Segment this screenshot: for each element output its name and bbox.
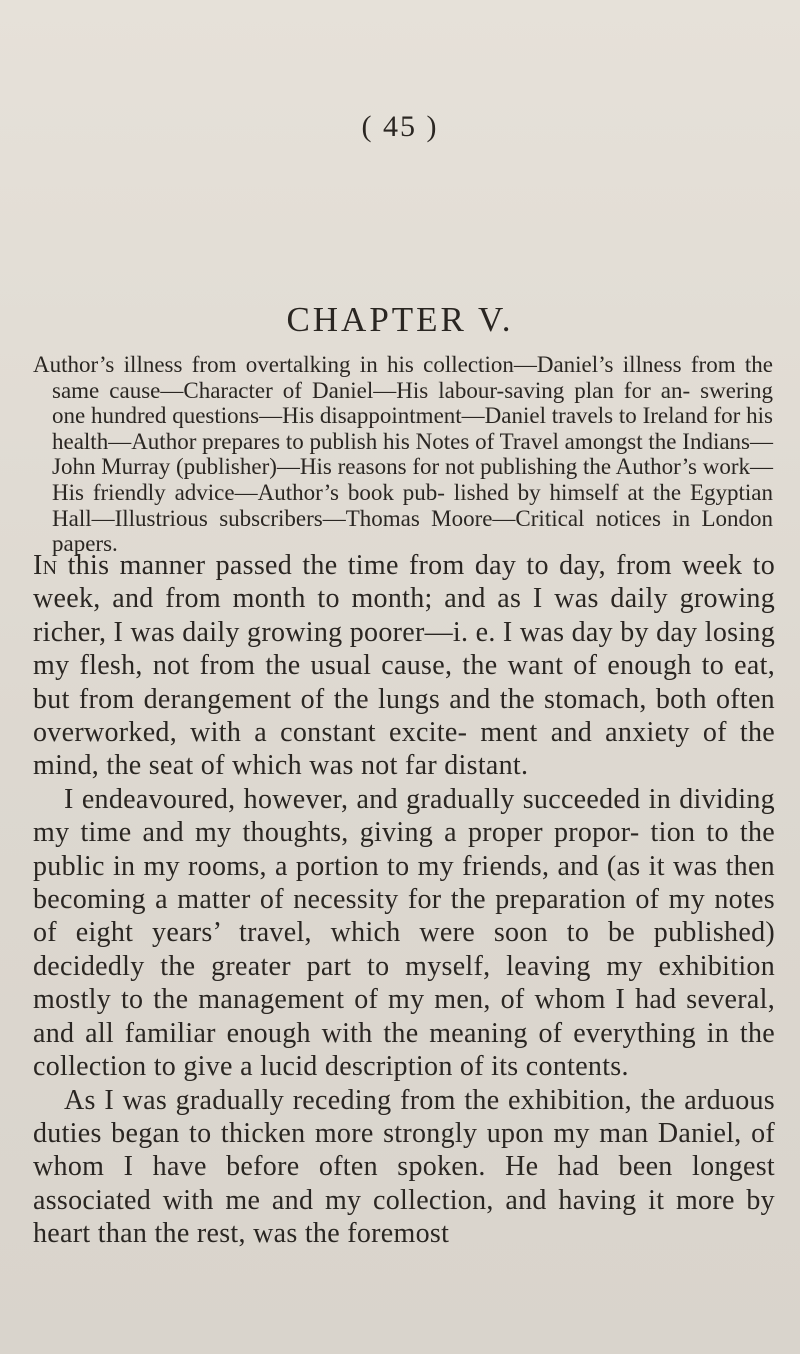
paragraph-1 [33,549,775,783]
chapter-summary: Author’s illness from overtalking in his collection—Daniel’s illness from the same cause—Character of Daniel—His labour-saving plan for an- swering one hundred questions—His disappointment—Daniel travels to Ireland for his health—Author prepares to publish his Notes of Travel amongst the Indians—John Murray (publisher)—His reasons for not publishing the Author’s work—His friendly advice—Author’s book pub- lished by himself at the Egyptian Hall—Illustrious subscribers—Thomas Moore—Critical notices in London papers. [33,352,773,557]
paragraph-1-text: this manner passed the time from day to day, from week to week, and from month to month; and as I was daily growing richer, I was daily growing poorer—i. e. I was day by day losing my flesh, not from the usual cause, the want of enough to eat, but from derangement of the lungs and the stomach, both often overworked, with a constant excite- ment and anxiety of the mind, the seat of which was not far distant. [33,550,776,782]
chapter-body [33,549,775,1251]
paragraph-3: As I was gradually receding from the exhibition, the arduous duties began to thicken more strongly upon my man Daniel, of whom I have before often spoken. He had been longest associated with me and my collection, and having it more by heart than the rest, was the foremost [33,1084,775,1250]
paragraph-1-lead: In [33,550,58,581]
chapter-title: CHAPTER V. [286,300,514,339]
page-number: ( 45 ) [361,110,439,143]
paragraph-2: I endeavoured, however, and gradually succeeded in dividing my time and my thoughts, giving a proper propor- tion to the public in my rooms, a portion to my friends, and (as it was then becoming a matter of necessity for the preparation of my notes of eight years’ travel, which were soon to be published) decidedly the greater part to myself, leaving my exhibition mostly to the management of my men, of whom I had several, and all familiar enough with the meaning of everything in the collection to give a lucid description of its contents. [33,783,775,1083]
